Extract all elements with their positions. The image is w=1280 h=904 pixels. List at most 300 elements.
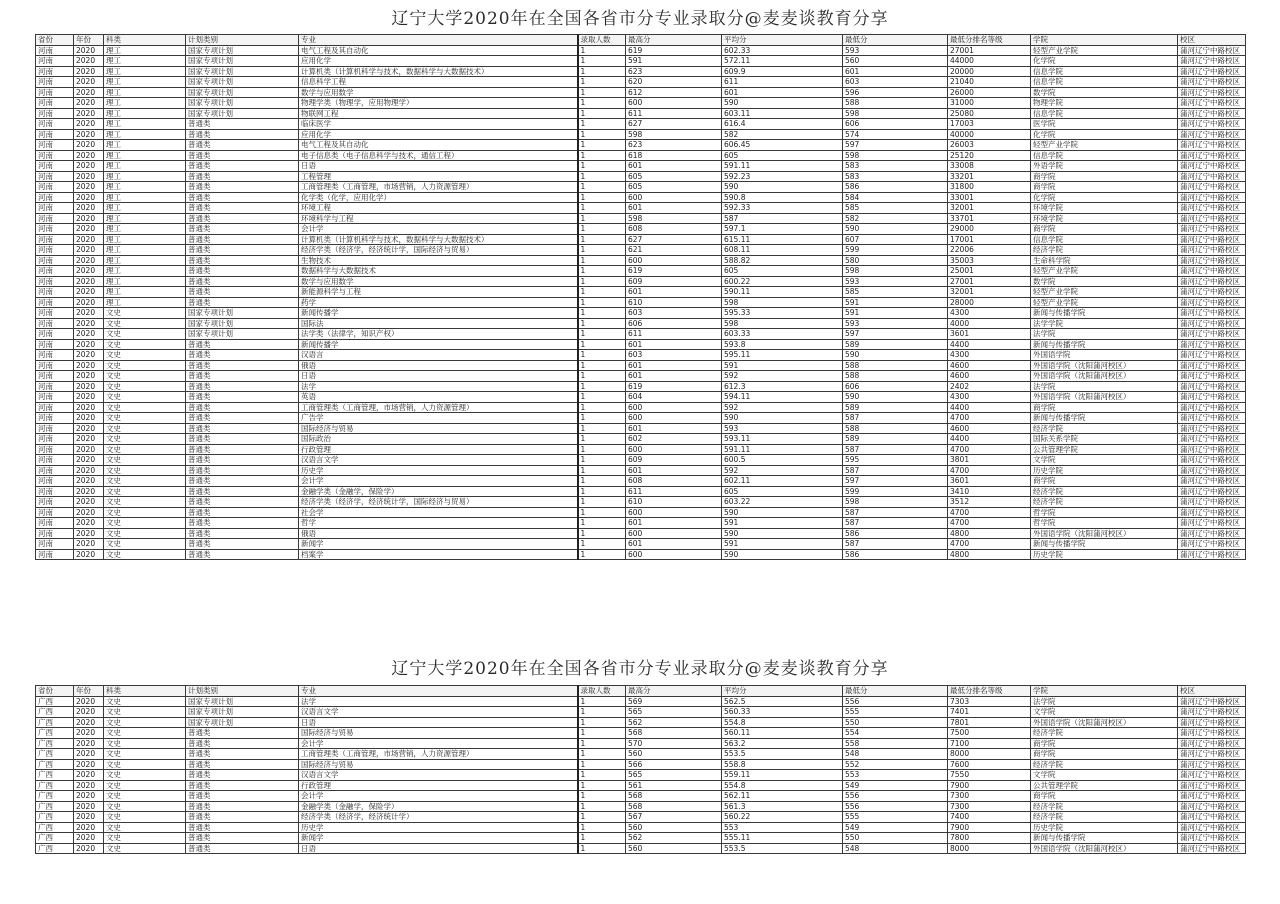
table-cell: 文史 (104, 413, 186, 424)
table-cell: 558.8 (722, 759, 843, 770)
table-cell: 4600 (948, 360, 1031, 371)
table-cell: 7300 (948, 791, 1031, 802)
table-cell: 化学类（化学，应用化学） (299, 192, 578, 203)
admission-score-table-2 (35, 685, 1246, 854)
table-1-header-row (36, 35, 1246, 46)
table-cell: 蒲河辽宁中路校区 (1178, 749, 1246, 760)
table-cell: 588 (843, 371, 948, 382)
table-cell: 普通类 (186, 276, 299, 287)
table-cell: 蒲河辽宁中路校区 (1178, 329, 1246, 340)
table-cell: 普通类 (186, 749, 299, 760)
table-cell: 1 (578, 171, 626, 182)
table-cell: 1 (578, 266, 626, 277)
table-cell: 32001 (948, 287, 1031, 298)
table-cell: 轻型产业学院 (1031, 140, 1178, 151)
header-row (36, 686, 1246, 697)
table-cell: 文史 (104, 392, 186, 403)
table-cell: 2020 (74, 444, 104, 455)
table-cell: 601 (626, 339, 722, 350)
table-cell: 4700 (948, 507, 1031, 518)
table-cell: 蒲河辽宁中路校区 (1178, 707, 1246, 718)
table-cell: 河南 (36, 140, 74, 151)
table-cell: 2020 (74, 707, 104, 718)
table-cell: 31800 (948, 182, 1031, 193)
table-cell: 河南 (36, 129, 74, 140)
table-cell: 蒲河辽宁中路校区 (1178, 297, 1246, 308)
table-cell: 1 (578, 161, 626, 172)
table-cell: 理工 (104, 98, 186, 109)
table-row (36, 203, 1246, 214)
table-cell: 蒲河辽宁中路校区 (1178, 696, 1246, 707)
table-row (36, 308, 1246, 319)
table-cell: 国家专项计划 (186, 707, 299, 718)
table-cell: 620 (626, 77, 722, 88)
table-cell: 7401 (948, 707, 1031, 718)
table-cell: 599 (843, 486, 948, 497)
table-cell: 河南 (36, 213, 74, 224)
table-cell: 蒲河辽宁中路校区 (1178, 119, 1246, 130)
table-cell: 河南 (36, 182, 74, 193)
table-cell: 605 (626, 171, 722, 182)
table-cell: 广西 (36, 696, 74, 707)
table-cell: 586 (843, 549, 948, 560)
table-cell: 蒲河辽宁中路校区 (1178, 350, 1246, 361)
table-cell: 609 (626, 276, 722, 287)
table-cell: 4700 (948, 444, 1031, 455)
column-header: 录取人数 (578, 686, 626, 697)
table-cell: 普通类 (186, 402, 299, 413)
table-cell: 蒲河辽宁中路校区 (1178, 192, 1246, 203)
header-row (36, 35, 1246, 46)
table-cell: 615.11 (722, 234, 843, 245)
table-row (36, 266, 1246, 277)
table-cell: 603 (626, 350, 722, 361)
table-cell: 普通类 (186, 497, 299, 508)
table-cell: 603.33 (722, 329, 843, 340)
table-cell: 数据科学与大数据技术 (299, 266, 578, 277)
table-cell: 572.11 (722, 56, 843, 67)
table-cell: 612 (626, 87, 722, 98)
table-cell: 经济学院 (1031, 812, 1178, 823)
table-cell: 601 (626, 203, 722, 214)
table-cell: 1 (578, 759, 626, 770)
table-cell: 国家专项计划 (186, 56, 299, 67)
table-cell: 普通类 (186, 843, 299, 854)
table-cell: 593 (843, 276, 948, 287)
table-cell: 理工 (104, 245, 186, 256)
table-cell: 567 (626, 812, 722, 823)
table-cell: 591 (843, 308, 948, 319)
table-cell: 蒲河辽宁中路校区 (1178, 791, 1246, 802)
table-cell: 600 (626, 528, 722, 539)
table-cell: 国家专项计划 (186, 329, 299, 340)
table-cell: 普通类 (186, 255, 299, 266)
table-cell: 2020 (74, 161, 104, 172)
table-cell: 608 (626, 224, 722, 235)
table-cell: 蒲河辽宁中路校区 (1178, 255, 1246, 266)
table-cell: 理工 (104, 213, 186, 224)
table-cell: 2020 (74, 192, 104, 203)
table-cell: 文史 (104, 717, 186, 728)
table-cell: 592 (722, 371, 843, 382)
table-cell: 2020 (74, 213, 104, 224)
table-cell: 文史 (104, 455, 186, 466)
table-cell: 7100 (948, 738, 1031, 749)
table-cell: 1 (578, 360, 626, 371)
table-cell: 556 (843, 791, 948, 802)
table-cell: 新闻传播学 (299, 339, 578, 350)
table-cell: 工程管理 (299, 171, 578, 182)
table-cell: 1 (578, 791, 626, 802)
table-cell: 档案学 (299, 549, 578, 560)
table-cell: 法学 (299, 381, 578, 392)
table-cell: 普通类 (186, 161, 299, 172)
table-cell: 文史 (104, 308, 186, 319)
table-cell: 26000 (948, 87, 1031, 98)
table-cell: 601 (626, 371, 722, 382)
table-cell: 普通类 (186, 381, 299, 392)
table-cell: 595 (843, 455, 948, 466)
table-cell: 7550 (948, 770, 1031, 781)
table-cell: 1 (578, 45, 626, 56)
table-cell: 555.11 (722, 833, 843, 844)
table-cell: 广西 (36, 770, 74, 781)
table-cell: 590 (722, 98, 843, 109)
table-cell: 589 (843, 434, 948, 445)
table-cell: 理工 (104, 266, 186, 277)
table-cell: 2020 (74, 350, 104, 361)
table-cell: 环境科学与工程 (299, 213, 578, 224)
table-cell: 549 (843, 780, 948, 791)
table-cell: 2020 (74, 392, 104, 403)
table-cell: 568 (626, 791, 722, 802)
table-cell: 2020 (74, 549, 104, 560)
table-cell: 蒲河辽宁中路校区 (1178, 717, 1246, 728)
table-cell: 1 (578, 696, 626, 707)
table-cell: 国家专项计划 (186, 318, 299, 329)
table-cell: 理工 (104, 297, 186, 308)
table-cell: 2020 (74, 749, 104, 760)
table-cell: 新闻与传播学院 (1031, 413, 1178, 424)
table-cell: 商学院 (1031, 476, 1178, 487)
table-cell: 文学院 (1031, 770, 1178, 781)
table-cell: 27001 (948, 45, 1031, 56)
table-cell: 1 (578, 465, 626, 476)
table-cell: 2020 (74, 518, 104, 529)
table-cell: 603 (626, 308, 722, 319)
table-cell: 4700 (948, 465, 1031, 476)
table-row (36, 108, 1246, 119)
table-cell: 7900 (948, 822, 1031, 833)
table-cell: 1 (578, 707, 626, 718)
table-cell: 商学院 (1031, 171, 1178, 182)
table-cell: 河南 (36, 203, 74, 214)
table-cell: 普通类 (186, 350, 299, 361)
table-cell: 2020 (74, 728, 104, 739)
table-cell: 4300 (948, 308, 1031, 319)
table-cell: 河南 (36, 497, 74, 508)
table-cell: 历史学院 (1031, 549, 1178, 560)
table-cell: 4700 (948, 518, 1031, 529)
table-cell: 应用化学 (299, 56, 578, 67)
column-header: 专业 (299, 35, 578, 46)
table-cell: 565 (626, 707, 722, 718)
table-cell: 蒲河辽宁中路校区 (1178, 833, 1246, 844)
table-cell: 蒲河辽宁中路校区 (1178, 308, 1246, 319)
table-cell: 35003 (948, 255, 1031, 266)
table-row (36, 287, 1246, 298)
table-cell: 蒲河辽宁中路校区 (1178, 812, 1246, 823)
table-cell: 普通类 (186, 297, 299, 308)
table-cell: 蒲河辽宁中路校区 (1178, 518, 1246, 529)
table-cell: 562 (626, 833, 722, 844)
table-cell: 7500 (948, 728, 1031, 739)
table-cell: 1 (578, 434, 626, 445)
table-cell: 569 (626, 696, 722, 707)
table-cell: 文史 (104, 434, 186, 445)
table-cell: 国际经济与贸易 (299, 423, 578, 434)
table-cell: 普通类 (186, 801, 299, 812)
table-cell: 广西 (36, 759, 74, 770)
table-cell: 1 (578, 129, 626, 140)
column-header: 录取人数 (578, 35, 626, 46)
table-cell: 600 (626, 402, 722, 413)
table-cell: 627 (626, 119, 722, 130)
table-cell: 公共管理学院 (1031, 444, 1178, 455)
table-cell: 会计学 (299, 476, 578, 487)
table-cell: 4300 (948, 350, 1031, 361)
table-cell: 普通类 (186, 192, 299, 203)
table-cell: 河南 (36, 308, 74, 319)
table-cell: 4000 (948, 318, 1031, 329)
table-cell: 蒲河辽宁中路校区 (1178, 465, 1246, 476)
table-cell: 590 (722, 549, 843, 560)
table-cell: 工商管理类（工商管理，市场营销，人力资源管理） (299, 402, 578, 413)
table-cell: 1 (578, 423, 626, 434)
table-cell: 2020 (74, 140, 104, 151)
table-cell: 2020 (74, 45, 104, 56)
table-cell: 2020 (74, 98, 104, 109)
table-cell: 蒲河辽宁中路校区 (1178, 413, 1246, 424)
table-cell: 信息学院 (1031, 150, 1178, 161)
table-row (36, 738, 1246, 749)
table-cell: 1 (578, 329, 626, 340)
table-cell: 595.11 (722, 350, 843, 361)
table-cell: 560.22 (722, 812, 843, 823)
table-cell: 蒲河辽宁中路校区 (1178, 549, 1246, 560)
table-cell: 553.5 (722, 843, 843, 854)
table-cell: 8000 (948, 843, 1031, 854)
table-cell: 1 (578, 182, 626, 193)
table-cell: 环境学院 (1031, 203, 1178, 214)
table-cell: 普通类 (186, 129, 299, 140)
table-cell: 文史 (104, 749, 186, 760)
table-cell: 612.3 (722, 381, 843, 392)
table-cell: 河南 (36, 381, 74, 392)
table-cell: 河南 (36, 276, 74, 287)
table-cell: 蒲河辽宁中路校区 (1178, 276, 1246, 287)
table-cell: 河南 (36, 45, 74, 56)
table-cell: 2020 (74, 812, 104, 823)
table-cell: 590.11 (722, 287, 843, 298)
table-cell: 河南 (36, 98, 74, 109)
column-header: 省份 (36, 686, 74, 697)
table-cell: 1 (578, 203, 626, 214)
table-cell: 2020 (74, 171, 104, 182)
table-cell: 轻型产业学院 (1031, 287, 1178, 298)
table-cell: 普通类 (186, 213, 299, 224)
table-cell: 蒲河辽宁中路校区 (1178, 339, 1246, 350)
table-cell: 4700 (948, 539, 1031, 550)
table-cell: 国际关系学院 (1031, 434, 1178, 445)
table-cell: 600 (626, 192, 722, 203)
table-cell: 1 (578, 119, 626, 130)
table-cell: 俄语 (299, 360, 578, 371)
table-row (36, 392, 1246, 403)
table-row (36, 423, 1246, 434)
table-cell: 1 (578, 392, 626, 403)
table-cell: 590.8 (722, 192, 843, 203)
table-cell: 1 (578, 476, 626, 487)
table-cell: 605 (722, 486, 843, 497)
table-cell: 河南 (36, 434, 74, 445)
table-cell: 2020 (74, 434, 104, 445)
table-cell: 哲学 (299, 518, 578, 529)
table-row (36, 45, 1246, 56)
table-cell: 河南 (36, 423, 74, 434)
table-cell: 法学学院 (1031, 318, 1178, 329)
admission-score-table-1 (35, 34, 1246, 560)
table-cell: 600.5 (722, 455, 843, 466)
table-cell: 1 (578, 56, 626, 67)
table-cell: 601 (626, 360, 722, 371)
table-cell: 2020 (74, 77, 104, 88)
table-cell: 608.11 (722, 245, 843, 256)
table-cell: 蒲河辽宁中路校区 (1178, 381, 1246, 392)
table-cell: 蒲河辽宁中路校区 (1178, 140, 1246, 151)
table-cell: 普通类 (186, 371, 299, 382)
table-cell: 蒲河辽宁中路校区 (1178, 539, 1246, 550)
table-cell: 物联网工程 (299, 108, 578, 119)
table-cell: 国家专项计划 (186, 66, 299, 77)
table-row (36, 171, 1246, 182)
column-header: 最低分排名等级 (948, 686, 1031, 697)
table-cell: 理工 (104, 45, 186, 56)
table-cell: 609 (626, 455, 722, 466)
table-row (36, 759, 1246, 770)
table-cell: 4700 (948, 413, 1031, 424)
column-header: 省份 (36, 35, 74, 46)
table-row (36, 381, 1246, 392)
table-cell: 598 (843, 497, 948, 508)
table-cell: 591 (722, 518, 843, 529)
table-cell: 583 (843, 161, 948, 172)
table-cell: 哲学院 (1031, 518, 1178, 529)
table-cell: 法学类（法律学，知识产权） (299, 329, 578, 340)
table-row (36, 833, 1246, 844)
table-row (36, 140, 1246, 151)
table-cell: 600 (626, 507, 722, 518)
table-cell: 2020 (74, 497, 104, 508)
table-cell: 587 (843, 444, 948, 455)
table-row (36, 129, 1246, 140)
table-cell: 25001 (948, 266, 1031, 277)
table-cell: 1 (578, 717, 626, 728)
table-row (36, 749, 1246, 760)
table-cell: 普通类 (186, 140, 299, 151)
table-cell: 蒲河辽宁中路校区 (1178, 98, 1246, 109)
table-cell: 2402 (948, 381, 1031, 392)
table-cell: 普通类 (186, 770, 299, 781)
table-cell: 经济学院 (1031, 423, 1178, 434)
table-row (36, 213, 1246, 224)
table-cell: 1 (578, 192, 626, 203)
table-cell: 新闻与传播学院 (1031, 833, 1178, 844)
table-cell: 蒲河辽宁中路校区 (1178, 843, 1246, 854)
table-cell: 1 (578, 140, 626, 151)
table-cell: 河南 (36, 171, 74, 182)
table-cell: 1 (578, 812, 626, 823)
table-cell: 新闻与传播学院 (1031, 308, 1178, 319)
table-cell: 1 (578, 234, 626, 245)
table-cell: 2020 (74, 150, 104, 161)
table-cell: 河南 (36, 507, 74, 518)
table-cell: 商学院 (1031, 224, 1178, 235)
table-cell: 蒲河辽宁中路校区 (1178, 66, 1246, 77)
table-cell: 597 (843, 476, 948, 487)
table-cell: 国家专项计划 (186, 696, 299, 707)
table-cell: 文史 (104, 539, 186, 550)
table-cell: 普通类 (186, 528, 299, 539)
table-cell: 文史 (104, 759, 186, 770)
table-cell: 1 (578, 780, 626, 791)
table-cell: 经济学类（经济学，经济统计学，国际经济与贸易） (299, 497, 578, 508)
table-cell: 598 (722, 297, 843, 308)
column-header: 最低分排名等级 (948, 35, 1031, 46)
table-cell: 594.11 (722, 392, 843, 403)
table-cell: 600 (626, 444, 722, 455)
table-cell: 文史 (104, 339, 186, 350)
table-cell: 2020 (74, 801, 104, 812)
table-cell: 1 (578, 749, 626, 760)
table-cell: 21040 (948, 77, 1031, 88)
table-cell: 602.11 (722, 476, 843, 487)
table-cell: 2020 (74, 318, 104, 329)
table-cell: 1 (578, 98, 626, 109)
table-cell: 611 (722, 77, 843, 88)
table-cell: 2020 (74, 770, 104, 781)
table-cell: 598 (626, 129, 722, 140)
table-cell: 1 (578, 728, 626, 739)
column-header: 计划类别 (186, 686, 299, 697)
table-cell: 1 (578, 150, 626, 161)
table-cell: 563.2 (722, 738, 843, 749)
table-cell: 河南 (36, 455, 74, 466)
table-cell: 经济学类（经济学，经济统计学） (299, 812, 578, 823)
table-cell: 598 (722, 318, 843, 329)
table-cell: 17001 (948, 234, 1031, 245)
table-cell: 日语 (299, 843, 578, 854)
table-cell: 589 (843, 402, 948, 413)
table-cell: 国家专项计划 (186, 717, 299, 728)
table-cell: 法学院 (1031, 381, 1178, 392)
table-cell: 蒲河辽宁中路校区 (1178, 780, 1246, 791)
table-cell: 河南 (36, 392, 74, 403)
table-cell: 556 (843, 801, 948, 812)
table-cell: 商学院 (1031, 738, 1178, 749)
table-cell: 信息学院 (1031, 234, 1178, 245)
table-row (36, 728, 1246, 739)
